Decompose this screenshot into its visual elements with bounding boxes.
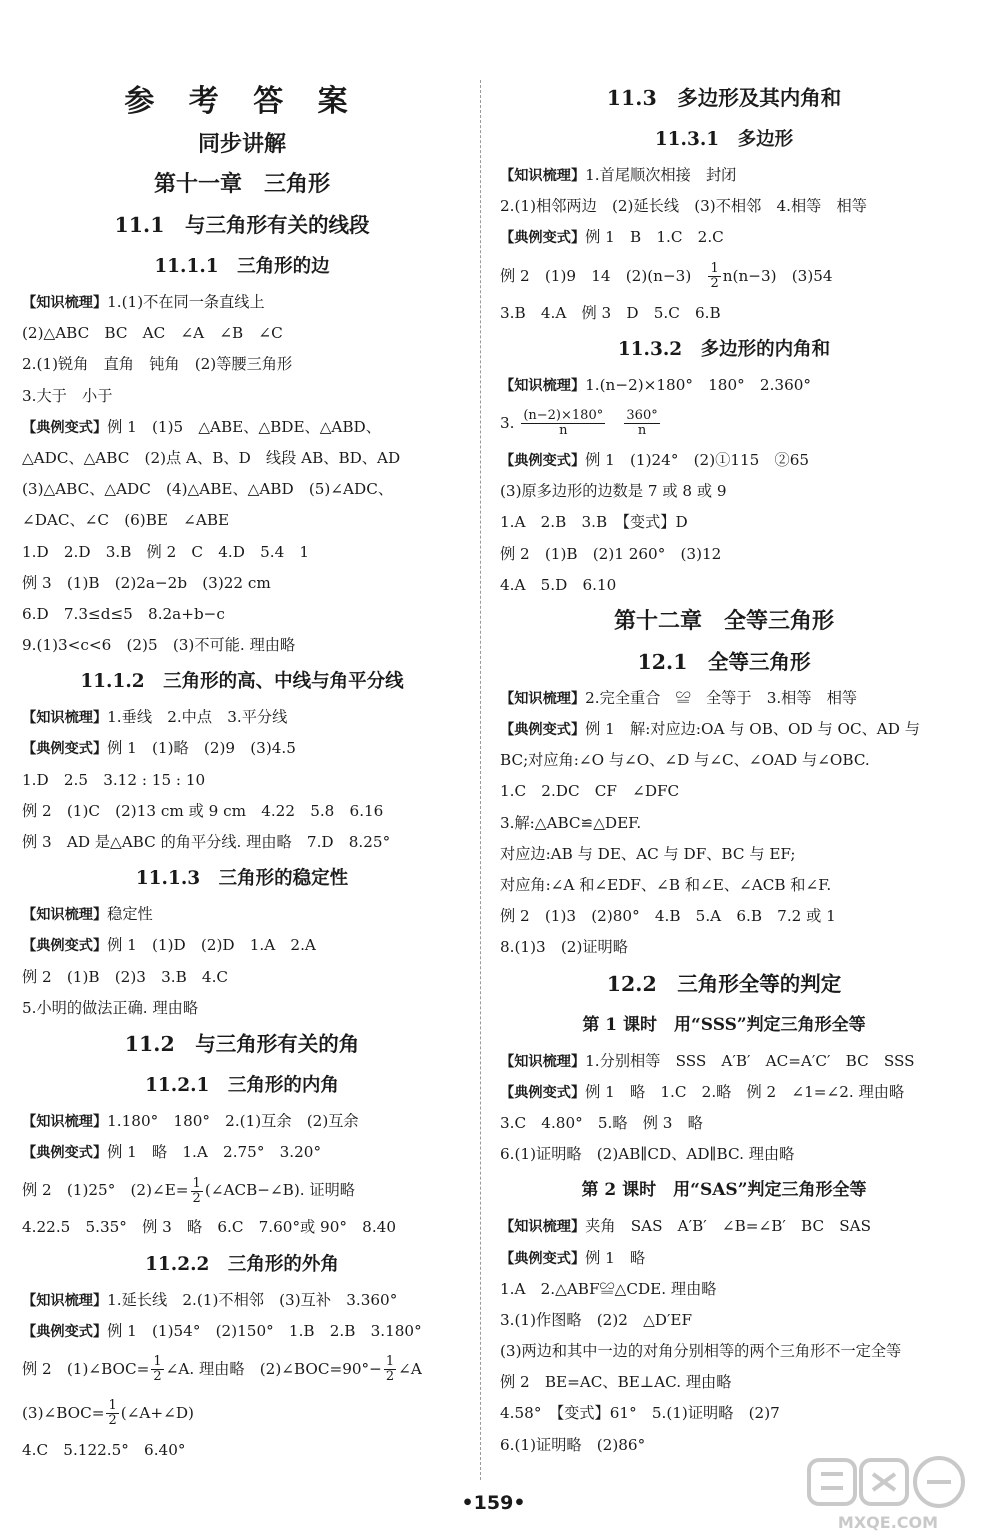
line-row [22,702,462,733]
answer-text: 例 1 B 1.C 2.C [585,228,724,247]
answer-text: (∠ACB−∠B). 证明略 [204,1181,355,1200]
fraction-denominator: 2 [192,1190,201,1206]
answer-text: 8.(1)3 (2)证明略 [500,938,628,957]
line-row [500,1336,948,1367]
line-row [500,1211,948,1242]
line-row [22,287,462,318]
answer-text: (3)两边和其中一边的对角分别相等的两个三角形不一定全等 [500,1342,902,1361]
label-tag: 【知识梳理】 [500,168,586,184]
answer-text: 例 1 略 1.C 2.略 例 2 ∠1=∠2. 理由略 [585,1082,905,1101]
section-heading: 11.3.2 多边形的内角和 [617,338,831,360]
answer-text: 4.C 5.122.5° 6.40° [22,1440,186,1459]
section-heading: 第 2 课时 用“SAS”判定三角形全等 [581,1180,867,1201]
line-row [22,661,462,702]
answer-text: 例 2 (1)∠BOC= [22,1359,150,1378]
line-row [500,1305,948,1336]
section-heading: 11.1 与三角形有关的线段 [114,213,370,237]
label-tag: 【典例变式】 [22,419,108,436]
answer-text: 例 3 AD 是△ABC 的角平分线. 理由略 7.D 8.25° [22,833,391,851]
label-tag: 【知识梳理】 [22,907,108,924]
answer-text: (3)△ABC、△ADC (4)△ABE、△ABD (5)∠ADC、 [22,480,394,499]
left-body [22,164,462,1466]
answer-text: 例 2 (1)9 14 (2)(n−3) [500,266,707,285]
label-tag: 【知识梳理】 [500,377,586,394]
subtitle-row [22,126,462,164]
line-row [500,642,948,683]
label-tag: 【典例变式】 [22,1323,108,1340]
line-row [500,191,948,222]
line-row [500,776,948,807]
line-row [500,601,948,642]
line-row [22,568,462,599]
fraction [708,262,720,292]
section-heading: 11.2 与三角形有关的角 [124,1031,360,1056]
answer-text: 例 1 (1)5 △ABE、△BDE、△ABD、 [107,417,381,436]
section-heading: 11.2.2 三角形的外角 [145,1253,339,1275]
page-title: 参 考 答 案 [124,84,360,119]
section-heading: 11.3.1 多边形 [654,129,794,150]
line-row [500,254,948,298]
line-row [500,839,948,870]
line-row [22,930,462,961]
answer-text: 1.垂线 2.中点 3.平分线 [107,708,288,727]
answer-text: 6.(1)证明略 (2)AB∥CD、AD∥BC. 理由略 [500,1145,795,1164]
line-row [22,205,462,246]
line-row [22,1137,462,1168]
answer-text: ∠DAC、∠C (6)BE ∠ABE [22,511,230,530]
line-row [500,901,948,932]
line-row [22,505,462,536]
answer-text: (∠A+∠D) [120,1403,194,1422]
line-row [500,1046,948,1077]
line-row [22,899,462,930]
line-row [22,1391,462,1435]
right-body [500,78,948,1461]
line-row [500,964,948,1005]
line-row [500,745,948,776]
line-row [22,381,462,412]
fraction-denominator: 2 [108,1413,117,1429]
answer-text: 例 2 (1)C (2)13 cm 或 9 cm 4.22 5.8 6.16 [22,801,384,820]
answer-text: 1.A 2.△ABF≌△CDE. 理由略 [500,1279,717,1298]
label-tag: 【典例变式】 [500,722,586,739]
answer-text: 例 2 (1)25° (2)∠E= [22,1181,189,1200]
answer-text: 夹角 SAS A′B′ ∠B=∠B′ BC SAS [585,1217,872,1236]
answer-text [607,414,622,432]
line-row [22,630,462,661]
left-column [22,78,462,1466]
label-tag: 【知识梳理】 [22,295,108,311]
line-row [500,683,948,714]
answer-text: 1.分别相等 SSS A′B′ AC=A′C′ BC SSS [585,1051,915,1070]
line-row [500,870,948,901]
fraction [384,1355,396,1385]
line-row [22,443,462,474]
answer-text: 例 2 BE=AC、BE⊥AC. 理由略 [500,1373,732,1392]
section-heading: 第 1 课时 用“SSS”判定三角形全等 [582,1014,866,1035]
fraction-denominator: 2 [710,276,719,292]
fraction [521,409,605,439]
answer-text: 3. [500,413,520,432]
answer-text: 3.C 4.80° 5.略 例 3 略 [500,1113,703,1132]
answer-text: 1.(1)不在同一条直线上 [107,293,265,311]
section-heading: 第十二章 全等三角形 [613,608,834,634]
label-tag: 【典例变式】 [500,230,586,247]
line-row [500,1367,948,1398]
line-row [500,507,948,538]
answer-text: 1.A 2.B 3.B 【变式】D [500,513,688,532]
line-row [500,476,948,507]
line-row [22,1065,462,1106]
line-row [500,1139,948,1170]
answer-text: 例 2 (1)B (2)1 260° (3)12 [500,544,722,563]
line-row [22,599,462,630]
fraction-numerator: 1 [385,1354,395,1370]
line-row [22,1024,462,1065]
label-tag: 【知识梳理】 [500,1219,586,1236]
answer-text: 例 1 (1)略 (2)9 (3)4.5 [107,739,296,758]
answer-text: 例 1 略 [585,1248,646,1267]
answer-text: 稳定性 [107,905,153,924]
fraction [191,1177,203,1207]
answer-text: 2.完全重合 ≌ 全等于 3.相等 相等 [585,688,858,707]
subtitle: 同步讲解 [197,132,286,157]
line-row [500,401,948,445]
answer-text: 4.58° 【变式】61° 5.(1)证明略 (2)7 [500,1404,780,1423]
line-row [500,370,948,401]
fraction-numerator: 1 [153,1354,162,1370]
line-row [500,539,948,570]
answer-text: 1.D 2.D 3.B 例 2 C 4.D 5.4 1 [22,542,310,561]
line-row [500,222,948,253]
fraction [106,1399,118,1429]
answer-text: 1.(n−2)×180° 180° 2.360° [585,375,811,394]
line-row [22,318,462,349]
line-row [500,298,948,329]
answer-text: 9.(1)3<c<6 (2)5 (3)不可能. 理由略 [22,636,296,655]
label-tag: 【知识梳理】 [22,710,108,727]
fraction [151,1355,163,1385]
label-tag: 【典例变式】 [500,452,586,469]
answer-text: 例 2 (1)B (2)3 3.B 4.C [22,967,229,986]
section-heading: 11.1.1 三角形的边 [154,256,330,277]
label-tag: 【知识梳理】 [500,690,586,707]
line-row [22,537,462,568]
fraction-denominator: 2 [385,1369,395,1385]
line-row [500,445,948,476]
line-row [22,993,462,1024]
label-tag: 【典例变式】 [500,1250,586,1267]
line-row [22,765,462,796]
line-row [22,474,462,505]
section-heading: 11.1.3 三角形的稳定性 [135,868,349,890]
fraction-denominator: n [637,423,647,439]
answer-text: 6.D 7.3≤d≤5 8.2a+b−c [22,604,225,623]
line-row [22,1244,462,1285]
line-row [500,78,948,119]
answer-text: 1.C 2.DC CF ∠DFC [500,782,680,801]
section-heading: 12.1 全等三角形 [637,649,811,674]
line-row [22,962,462,993]
fraction-numerator: 1 [108,1398,117,1414]
section-heading: 11.2.1 三角形的内角 [145,1074,339,1096]
line-row [22,858,462,899]
line-row [500,1077,948,1108]
label-tag: 【典例变式】 [22,938,108,955]
line-row [22,349,462,380]
answer-text: 1.首尾顺次相接 封闭 [585,166,737,184]
answer-text: 6.(1)证明略 (2)86° [500,1435,646,1454]
line-row [22,1285,462,1316]
answer-text: 2.(1)相邻两边 (2)延长线 (3)不相邻 4.相等 相等 [500,197,867,216]
line-row [500,808,948,839]
answer-text: 3.解:△ABC≌△DEF. [500,813,642,832]
answer-text: 例 2 (1)3 (2)80° 4.B 5.A 6.B 7.2 或 1 [500,907,836,926]
fraction-denominator: 2 [153,1369,162,1385]
answer-text: 4.A 5.D 6.10 [500,575,617,594]
svg-text:MXQE.COM: MXQE.COM [837,1513,939,1532]
answer-text: 例 1 (1)24° (2)①115 ②65 [585,450,810,469]
fraction-numerator: (n−2)×180° [523,408,604,424]
label-tag: 【知识梳理】 [22,1292,108,1309]
line-row [22,246,462,287]
label-tag: 【知识梳理】 [22,1113,108,1130]
answer-text: 3.(1)作图略 (2)2 △D′EF [500,1310,693,1329]
line-row [500,119,948,160]
label-tag: 【知识梳理】 [500,1053,586,1070]
answer-text: △ADC、△ABC (2)点 A、B、D 线段 AB、BD、AD [22,448,401,467]
label-tag: 【典例变式】 [22,1145,108,1162]
fraction-denominator: n [559,423,568,439]
answer-text: 1.180° 180° 2.(1)互余 (2)互余 [107,1111,359,1130]
answer-text: 例 1 略 1.A 2.75° 3.20° [107,1143,322,1162]
line-row [22,733,462,764]
line-row [22,1435,462,1466]
line-row [500,160,948,191]
fraction-numerator: 1 [192,1175,201,1191]
line-row [22,1347,462,1391]
right-column [500,78,948,1461]
answer-text: 对应边:AB 与 DE、AC 与 DF、BC 与 EF; [500,844,796,863]
answer-text: 例 3 (1)B (2)2a−2b (3)22 cm [22,573,271,592]
answer-text: 4.22.5 5.35° 例 3 略 6.C 7.60°或 90° 8.40 [22,1218,396,1237]
line-row [22,827,462,858]
watermark-logo [803,1452,973,1532]
answer-text: 3.B 4.A 例 3 D 5.C 6.B [500,303,721,322]
page-title-row [22,78,462,126]
line-row [22,1212,462,1243]
line-row [22,1168,462,1212]
answer-text: 2.(1)锐角 直角 钝角 (2)等腰三角形 [22,355,293,374]
section-heading: 11.3 多边形及其内角和 [606,86,842,110]
answer-text: 对应角:∠A 和∠EDF、∠B 和∠E、∠ACB 和∠F. [500,876,832,894]
section-heading: 11.1.2 三角形的高、中线与角平分线 [80,671,404,693]
answer-text: 3.大于 小于 [22,386,113,405]
answer-text: (3)原多边形的边数是 7 或 8 或 9 [500,482,727,501]
answer-text: n(n−3) (3)54 [722,266,833,285]
line-row [500,1005,948,1046]
page-number: •159• [461,1492,526,1514]
line-row [22,796,462,827]
answer-text: BC;对应角:∠O 与∠O、∠D 与∠C、∠OAD 与∠OBC. [500,751,870,770]
answer-text: 例 1 (1)54° (2)150° 1.B 2.B 3.180° [107,1321,422,1340]
answer-text: 1.D 2.5 3.12 : 15 : 10 [22,770,206,789]
line-row [500,570,948,601]
line-row [22,164,462,205]
answer-text: (3)∠BOC= [22,1403,105,1422]
answer-text: 1.延长线 2.(1)不相邻 (3)互补 3.360° [107,1290,398,1309]
answer-text: 5.小明的做法正确. 理由略 [22,998,199,1017]
line-row [500,1108,948,1139]
fraction-numerator: 360° [626,408,658,424]
line-row [500,932,948,963]
line-row [500,1170,948,1211]
section-heading: 12.2 三角形全等的判定 [606,971,842,996]
line-row [500,714,948,745]
line-row [22,1316,462,1347]
fraction-numerator: 1 [710,260,719,276]
line-row [22,1106,462,1137]
answer-text: 例 1 (1)D (2)D 1.A 2.A [107,936,316,955]
answer-text: ∠A [398,1359,422,1378]
answer-text: 例 1 解:对应边:OA 与 OB、OD 与 OC、AD 与 [585,720,920,739]
section-heading: 第十一章 三角形 [153,172,330,197]
line-row [22,412,462,443]
line-row [500,329,948,370]
answer-text: (2)△ABC BC AC ∠A ∠B ∠C [22,324,283,343]
line-row [500,1274,948,1305]
line-row [500,1398,948,1429]
fraction [624,409,659,439]
answer-text: ∠A. 理由略 (2)∠BOC=90°− [165,1359,382,1378]
line-row [500,1243,948,1274]
label-tag: 【典例变式】 [500,1084,586,1101]
label-tag: 【典例变式】 [22,741,108,758]
column-divider [480,80,481,1480]
